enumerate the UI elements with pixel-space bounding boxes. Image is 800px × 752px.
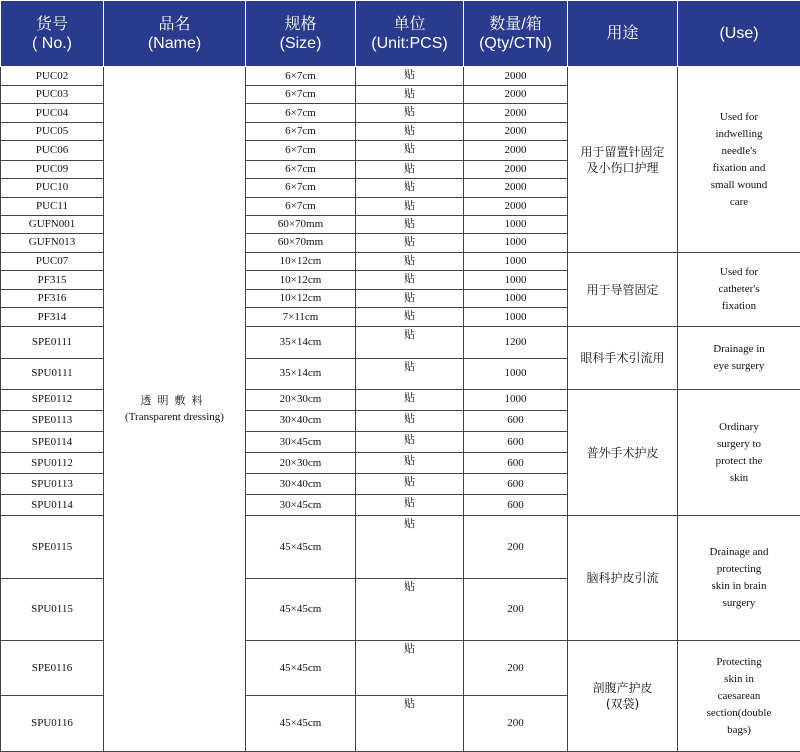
cell-qty: 2000 xyxy=(464,86,568,104)
use-zh-line: 普外手术护皮 xyxy=(586,445,659,460)
header-qty xyxy=(464,1,568,67)
cell-unit: 贴 xyxy=(356,474,464,495)
cell-no: GUFN013 xyxy=(1,233,104,252)
cell-unit: 贴 xyxy=(356,271,464,290)
use-en-line: indwelling xyxy=(715,127,763,140)
cell-qty: 600 xyxy=(464,495,568,516)
cell-size: 6×7cm xyxy=(246,86,356,104)
cell-qty: 1200 xyxy=(464,327,568,358)
cell-unit: 贴 xyxy=(356,641,464,696)
cell-qty: 2000 xyxy=(464,123,568,141)
cell-size: 6×7cm xyxy=(246,197,356,215)
header-name xyxy=(104,1,246,67)
cell-unit: 贴 xyxy=(356,233,464,252)
cell-unit: 贴 xyxy=(356,123,464,141)
cell-use-zh xyxy=(568,327,678,389)
cell-qty: 2000 xyxy=(464,67,568,86)
cell-unit: 贴 xyxy=(356,389,464,410)
cell-qty: 2000 xyxy=(464,141,568,160)
cell-no: PUC07 xyxy=(1,253,104,271)
use-en-line: fixation and xyxy=(712,161,766,174)
header-unit-zh: 单位 xyxy=(393,15,426,33)
cell-size: 7×11cm xyxy=(246,308,356,327)
header-size-zh: 规格 xyxy=(284,15,317,33)
cell-use-zh xyxy=(568,516,678,641)
cell-size: 60×70mm xyxy=(246,215,356,233)
cell-size: 20×30cm xyxy=(246,453,356,474)
use-en-line: catheter's xyxy=(718,283,760,296)
use-zh-line: 用于导管固定 xyxy=(586,282,659,297)
use-en-line: section(double xyxy=(706,706,772,719)
cell-unit: 贴 xyxy=(356,197,464,215)
cell-no: PUC02 xyxy=(1,67,104,86)
cell-qty: 2000 xyxy=(464,104,568,123)
header-no-en: ( No.) xyxy=(32,34,72,52)
cell-unit: 贴 xyxy=(356,178,464,197)
use-en-line: Used for xyxy=(719,266,759,279)
cell-size: 30×45cm xyxy=(246,495,356,516)
header-unit xyxy=(356,1,464,67)
use-en-line: Ordinary xyxy=(719,420,759,433)
cell-size: 10×12cm xyxy=(246,290,356,308)
cell-use-zh xyxy=(568,389,678,516)
use-en-line: small wound xyxy=(710,178,768,191)
use-en-line: bags) xyxy=(727,723,751,736)
cell-unit: 贴 xyxy=(356,327,464,358)
cell-use-en xyxy=(678,327,800,389)
cell-size: 6×7cm xyxy=(246,141,356,160)
use-en-line: needle's xyxy=(721,144,757,157)
cell-qty: 1000 xyxy=(464,271,568,290)
cell-no: PF314 xyxy=(1,308,104,327)
use-en-line: skin in xyxy=(724,672,754,685)
use-en-line: skin in brain xyxy=(711,580,767,593)
cell-qty: 2000 xyxy=(464,160,568,178)
header-use-en: (Use) xyxy=(678,1,800,67)
cell-no: GUFN001 xyxy=(1,215,104,233)
cell-qty: 2000 xyxy=(464,197,568,215)
cell-no: PF316 xyxy=(1,290,104,308)
cell-size: 35×14cm xyxy=(246,327,356,358)
use-en-line: protect the xyxy=(715,454,763,467)
cell-use-en xyxy=(678,253,800,327)
cell-qty: 2000 xyxy=(464,178,568,197)
cell-qty: 200 xyxy=(464,516,568,578)
cell-unit: 贴 xyxy=(356,160,464,178)
cell-qty: 1000 xyxy=(464,233,568,252)
cell-use-en xyxy=(678,516,800,641)
cell-qty: 1000 xyxy=(464,253,568,271)
cell-unit: 贴 xyxy=(356,67,464,86)
use-en-line: Used for xyxy=(719,110,759,123)
cell-qty: 1000 xyxy=(464,358,568,389)
cell-no: SPU0112 xyxy=(1,453,104,474)
cell-no: PF315 xyxy=(1,271,104,290)
cell-unit: 贴 xyxy=(356,290,464,308)
cell-no: SPU0116 xyxy=(1,696,104,752)
cell-qty: 1000 xyxy=(464,389,568,410)
cell-size: 6×7cm xyxy=(246,123,356,141)
cell-size: 45×45cm xyxy=(246,578,356,640)
header-use-zh: 用途 xyxy=(568,1,678,67)
cell-no: PUC11 xyxy=(1,197,104,215)
use-en-line: protecting xyxy=(716,563,762,576)
use-zh-line: 剖腹产护皮 xyxy=(592,681,653,696)
cell-use-zh xyxy=(568,641,678,752)
cell-size: 45×45cm xyxy=(246,696,356,752)
cell-no: PUC05 xyxy=(1,123,104,141)
cell-unit: 贴 xyxy=(356,253,464,271)
header-no xyxy=(1,1,104,67)
cell-unit: 贴 xyxy=(356,86,464,104)
product-name-en: (Transparent dressing) xyxy=(125,411,224,423)
cell-size: 6×7cm xyxy=(246,178,356,197)
cell-size: 45×45cm xyxy=(246,516,356,578)
cell-size: 10×12cm xyxy=(246,253,356,271)
use-zh-line: 眼科手术引流用 xyxy=(580,351,665,366)
use-zh-line: (双袋) xyxy=(605,697,640,712)
use-en-line: eye surgery xyxy=(713,360,765,373)
use-en-line: fixation xyxy=(721,300,757,313)
cell-no: SPE0112 xyxy=(1,389,104,410)
cell-size: 6×7cm xyxy=(246,104,356,123)
use-en-line: skin xyxy=(729,471,749,484)
cell-unit: 贴 xyxy=(356,516,464,578)
cell-size: 30×40cm xyxy=(246,410,356,431)
cell-use-en xyxy=(678,67,800,253)
use-en-line: caesarean xyxy=(717,689,761,702)
cell-qty: 1000 xyxy=(464,308,568,327)
cell-unit: 贴 xyxy=(356,453,464,474)
cell-size: 30×45cm xyxy=(246,431,356,452)
cell-qty: 600 xyxy=(464,453,568,474)
cell-unit: 贴 xyxy=(356,696,464,752)
cell-use-en xyxy=(678,389,800,516)
cell-size: 6×7cm xyxy=(246,160,356,178)
cell-qty: 1000 xyxy=(464,215,568,233)
cell-no: PUC03 xyxy=(1,86,104,104)
table-row xyxy=(1,67,800,86)
cell-no: SPU0114 xyxy=(1,495,104,516)
cell-use-zh xyxy=(568,67,678,253)
cell-no: PUC04 xyxy=(1,104,104,123)
use-en-line: Drainage in xyxy=(713,343,765,356)
cell-no: SPE0111 xyxy=(1,327,104,358)
cell-unit: 贴 xyxy=(356,215,464,233)
cell-qty: 600 xyxy=(464,431,568,452)
cell-no: SPU0111 xyxy=(1,358,104,389)
use-zh-line: 脑科护皮引流 xyxy=(586,571,659,586)
header-name-en: (Name) xyxy=(147,34,202,52)
cell-unit: 贴 xyxy=(356,431,464,452)
cell-qty: 200 xyxy=(464,696,568,752)
use-en-line: Drainage and xyxy=(709,546,769,559)
header-name-zh: 品名 xyxy=(158,15,191,33)
cell-no: SPE0114 xyxy=(1,431,104,452)
cell-unit: 贴 xyxy=(356,410,464,431)
cell-size: 30×40cm xyxy=(246,474,356,495)
cell-no: SPE0113 xyxy=(1,410,104,431)
cell-no: SPU0115 xyxy=(1,578,104,640)
cell-no: SPE0116 xyxy=(1,641,104,696)
header-qty-zh: 数量/箱 xyxy=(489,15,542,33)
use-zh-line: 及小伤口护理 xyxy=(586,160,659,175)
header-qty-en: (Qty/CTN) xyxy=(479,34,552,52)
cell-qty: 600 xyxy=(464,410,568,431)
product-name-zh: 透明敷料 xyxy=(140,394,209,407)
cell-unit: 贴 xyxy=(356,141,464,160)
cell-size: 10×12cm xyxy=(246,271,356,290)
cell-no: PUC10 xyxy=(1,178,104,197)
cell-unit: 贴 xyxy=(356,358,464,389)
use-en-line: care xyxy=(729,195,749,208)
header-no-zh: 货号 xyxy=(35,15,68,33)
cell-qty: 200 xyxy=(464,578,568,640)
cell-no: SPU0113 xyxy=(1,474,104,495)
cell-size: 45×45cm xyxy=(246,641,356,696)
cell-unit: 贴 xyxy=(356,308,464,327)
cell-size: 60×70mm xyxy=(246,233,356,252)
cell-use-zh xyxy=(568,253,678,327)
cell-size: 35×14cm xyxy=(246,358,356,389)
use-en-line: surgery xyxy=(722,597,756,610)
header-row xyxy=(1,1,800,67)
cell-qty: 200 xyxy=(464,641,568,696)
header-size xyxy=(246,1,356,67)
use-zh-line: 用于留置针固定 xyxy=(580,144,665,159)
cell-product-name xyxy=(104,67,246,752)
cell-size: 6×7cm xyxy=(246,67,356,86)
cell-unit: 贴 xyxy=(356,495,464,516)
cell-use-en xyxy=(678,641,800,752)
cell-qty: 1000 xyxy=(464,290,568,308)
cell-no: PUC06 xyxy=(1,141,104,160)
cell-unit: 贴 xyxy=(356,578,464,640)
header-unit-en: (Unit:PCS) xyxy=(371,34,448,52)
use-en-line: Protecting xyxy=(716,655,762,668)
cell-qty: 600 xyxy=(464,474,568,495)
use-en-line: surgery to xyxy=(716,437,762,450)
cell-unit: 贴 xyxy=(356,104,464,123)
cell-size: 20×30cm xyxy=(246,389,356,410)
cell-no: PUC09 xyxy=(1,160,104,178)
cell-no: SPE0115 xyxy=(1,516,104,578)
header-size-en: (Size) xyxy=(279,34,322,52)
